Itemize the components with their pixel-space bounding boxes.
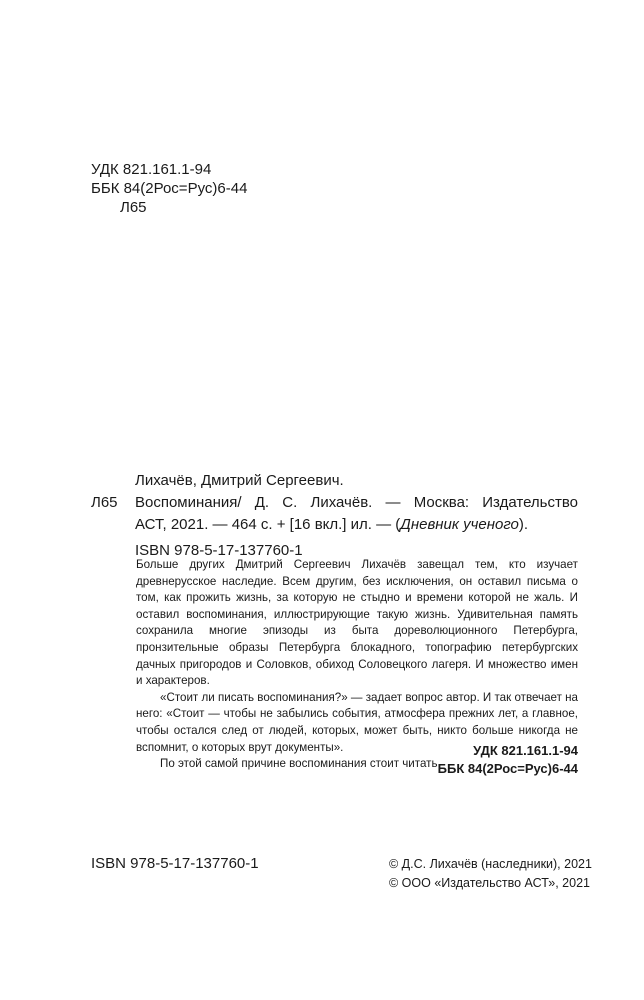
annotation-paragraph: Больше других Дмитрий Сергеевич Лихачёв завещал тем, кто изучает древнерусское наследие. Всем другим, без исключения, он оставил письма о том, как прожить жизнь, за которую не стыдно и времени которой не жаль. И оставил воспоминания, иллюстрирующие такую жизнь. Удивительная память сохранила многие эпизоды из быта дореволюционного Петербурга, пронзительные образы Петербурга блокадного, топографию петербургских дачных пригородов и Соловков, обиход Соловецкого лагеря. И множество имен и характеров.: [136, 558, 578, 688]
copyright-line-2: © ООО «Издательство АСТ», 2021: [389, 876, 590, 890]
bbk-code: ББК 84(2Рос=Рус)6-44: [91, 180, 248, 197]
udk-code: УДК 821.161.1-94: [91, 161, 212, 178]
annotation: [136, 557, 578, 773]
title-line-1: Воспоминания/ Д. С. Лихачёв. — Москва: Издательство: [135, 494, 578, 511]
isbn-line: ISBN 978-5-17-137760-1: [135, 542, 303, 559]
copyright-line-1: © Д.С. Лихачёв (наследники), 2021: [389, 857, 592, 871]
annotation-paragraph: «Стоит ли писать воспоминания?» — задает вопрос автор. И так отвечает на него: «Стоит — чтобы не забылись события, атмосфера прежних лет, а главное, чтобы остался след от людей, которых, может быть, никто больше никогда не вспомнит, о которых врут документы».: [136, 690, 578, 754]
author-heading: Лихачёв, Дмитрий Сергеевич.: [135, 472, 344, 489]
top-classification-codes: [91, 160, 247, 217]
title-row: [91, 492, 578, 536]
author-sign: Л65: [120, 199, 147, 216]
series-title: Дневник ученого: [400, 516, 519, 533]
title-statement: [135, 492, 578, 536]
udk-code-bold: УДК 821.161.1-94: [473, 743, 578, 758]
author-sign-code: Л65: [91, 494, 118, 511]
bbk-code-bold: ББК 84(2Рос=Рус)6-44: [437, 761, 578, 776]
title-line-2: АСТ, 2021. — 464 с. + [16 вкл.] ил. — (Дневник ученого).: [135, 516, 529, 533]
bibliographic-record: [91, 470, 578, 562]
right-classification-codes: [438, 742, 578, 778]
copyright-block: [389, 855, 592, 893]
footer-isbn: ISBN 978-5-17-137760-1: [91, 855, 259, 872]
annotation-paragraph: По этой самой причине воспоминания стоит читать.: [160, 757, 441, 771]
